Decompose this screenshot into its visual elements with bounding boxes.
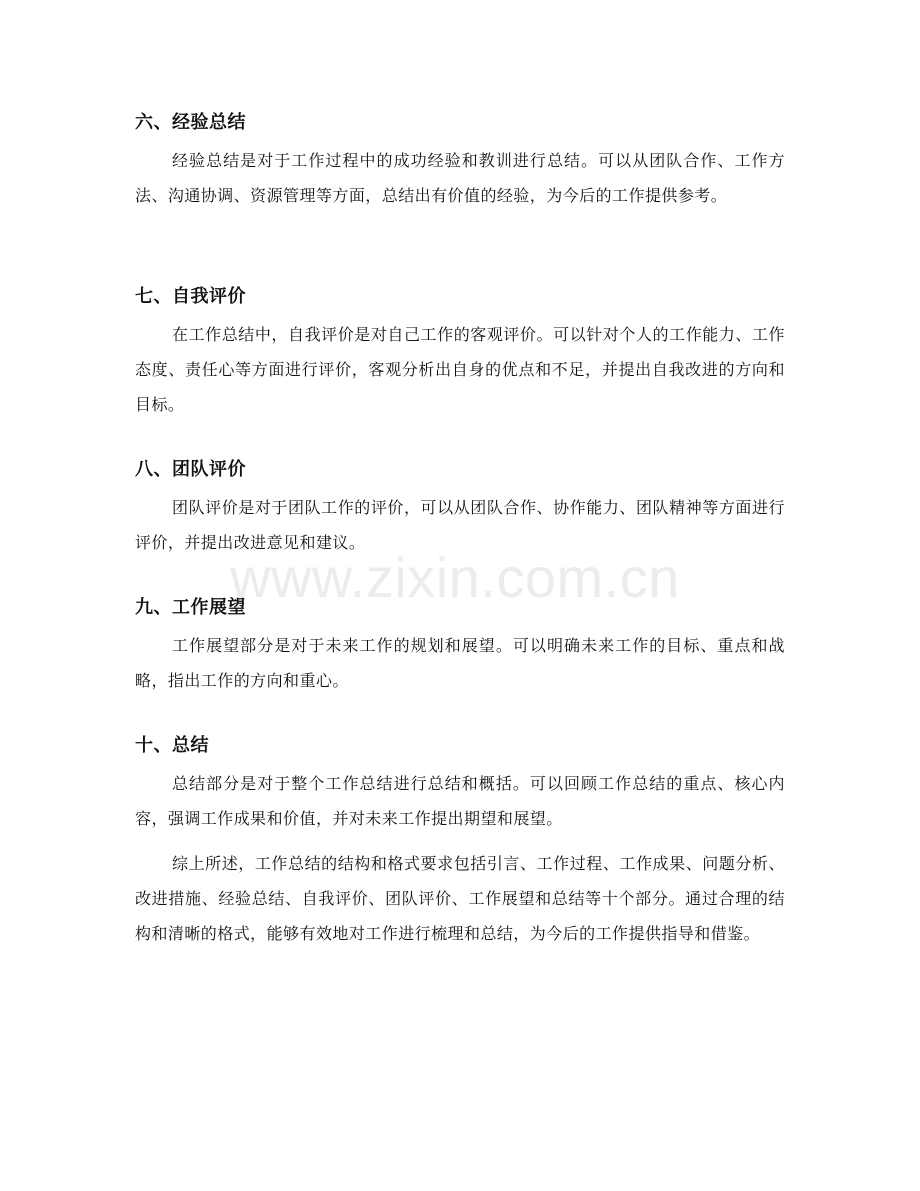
conclusion-paragraph: 综上所述，工作总结的结构和格式要求包括引言、工作过程、工作成果、问题分析、改进措施、经验总结、自我评价、团队评价、工作展望和总结等十个部分。通过合理的结构和清晰的格式，能够有效地对工作进行梳理和总结，为今后的工作提供指导和借鉴。: [135, 854, 785, 943]
section-7-paragraph: 在工作总结中，自我评价是对自己工作的客观评价。可以针对个人的工作能力、工作态度、责任心等方面进行评价，客观分析出自身的优点和不足，并提出自我改进的方向和目标。: [135, 325, 785, 414]
section-9-heading: 九、工作展望: [135, 597, 246, 618]
section-8-heading: 八、团队评价: [135, 459, 246, 480]
section-8-paragraph: 团队评价是对于团队工作的评价，可以从团队合作、协作能力、团队精神等方面进行评价，并提出改进意见和建议。: [135, 498, 785, 552]
section-9-paragraph: 工作展望部分是对于未来工作的规划和展望。可以明确未来工作的目标、重点和战略，指出工作的方向和重心。: [135, 636, 785, 690]
section-10-paragraph: 总结部分是对于整个工作总结进行总结和概括。可以回顾工作总结的重点、核心内容，强调工作成果和价值，并对未来工作提出期望和展望。: [135, 774, 785, 828]
section-6-paragraph: 经验总结是对于工作过程中的成功经验和教训进行总结。可以从团队合作、工作方法、沟通协调、资源管理等方面，总结出有价值的经验，为今后的工作提供参考。: [135, 151, 785, 205]
section-7-heading: 七、自我评价: [135, 286, 246, 307]
watermark: www.zixin.com.cn: [230, 546, 680, 609]
section-6-heading: 六、经验总结: [135, 112, 246, 133]
section-10-heading: 十、总结: [135, 735, 209, 756]
